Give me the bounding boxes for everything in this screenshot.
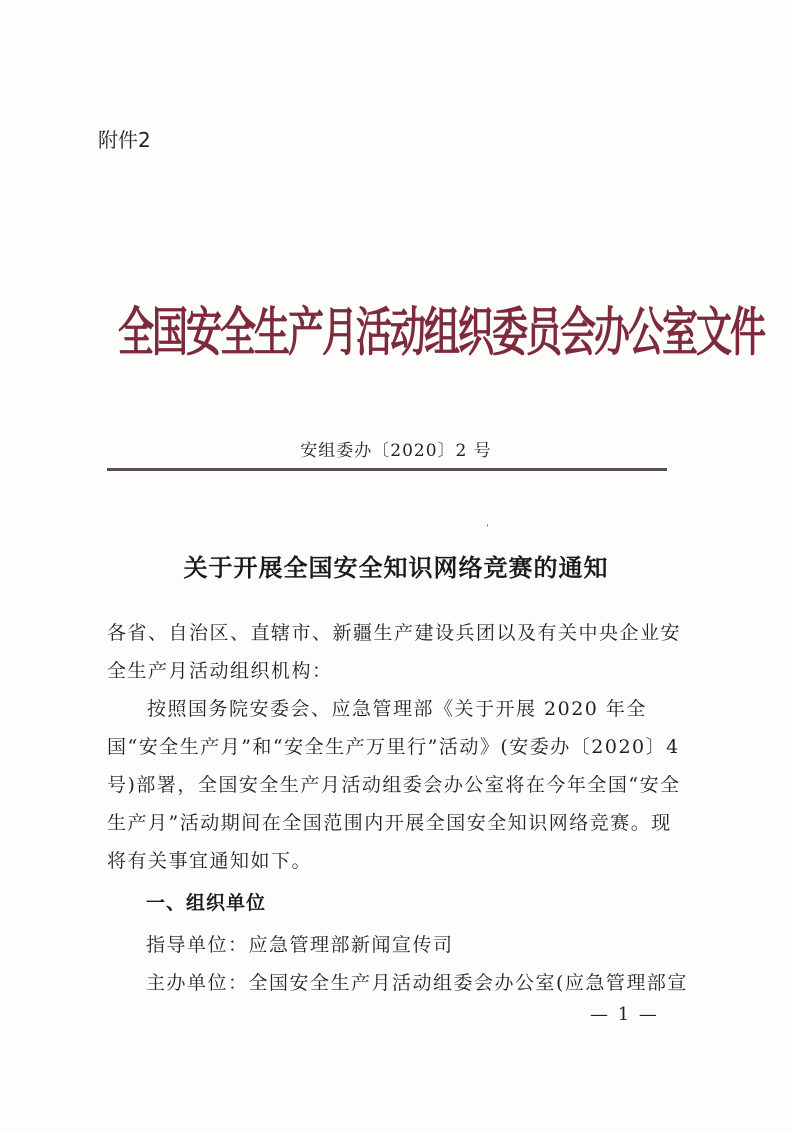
guide-unit-line: 指导单位：应急管理部新闻宣传司 bbox=[146, 934, 454, 956]
addressee-paragraph: 各省、自治区、直辖市、新疆生产建设兵团以及有关中央企业安全生产月活动组织机构： bbox=[107, 622, 682, 682]
scan-speck: ˌ bbox=[486, 517, 489, 528]
notice-title: 关于开展全国安全知识网络竞赛的通知 bbox=[183, 553, 609, 582]
page-number: — 1 — bbox=[590, 1004, 659, 1025]
issuer-header: 全国安全生产月活动组织委员会办公室文件 bbox=[118, 302, 765, 364]
attachment-label: 附件2 bbox=[98, 128, 151, 152]
header-divider bbox=[107, 468, 667, 471]
body-paragraph: 按照国务院安委会、应急管理部《关于开展 2020 年全国“安全生产月”和“安全生产万里行”活动》(安委办〔2020〕4 号)部署，全国安全生产月活动组委会办公室将在今年全国“安全生产月”活动期间在全国范围内开展全国安全知识网络竞赛。现将有关事宜通知如下。 bbox=[107, 698, 681, 872]
document-number: 安组委办〔2020〕2 号 bbox=[300, 441, 492, 461]
section-heading: 一、组织单位 bbox=[146, 892, 267, 914]
host-unit-line: 主办单位：全国安全生产月活动组委会办公室(应急管理部宣 bbox=[146, 972, 688, 994]
